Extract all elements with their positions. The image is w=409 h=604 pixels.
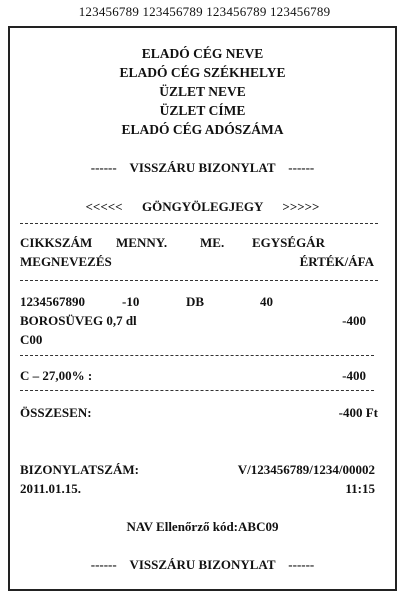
separator xyxy=(20,223,378,224)
col-menny: MENNY. xyxy=(116,235,168,250)
total-label: ÖSSZESEN: xyxy=(20,405,92,420)
date: 2011.01.15. xyxy=(20,481,82,496)
seller-name: ELADÓ CÉG NEVE xyxy=(141,46,264,61)
section-title: <<<<< GÖNGYÖLEGJEGY >>>>> xyxy=(85,199,320,214)
item-quantity: -10 xyxy=(122,294,140,309)
item-unit-price: 40 xyxy=(260,294,273,309)
vat-value: -400 xyxy=(342,368,366,383)
column-ruler: 123456789 123456789 123456789 123456789 xyxy=(78,4,331,19)
separator xyxy=(20,390,374,391)
item-vat-code: C00 xyxy=(20,332,43,347)
col-me: ME. xyxy=(200,235,225,250)
shop-address: ÜZLET CÍME xyxy=(159,103,246,118)
seller-address: ELADÓ CÉG SZÉKHELYE xyxy=(119,65,286,80)
col-egysegar: EGYSÉGÁR xyxy=(252,235,325,250)
col-ertek-afa: ÉRTÉK/ÁFA xyxy=(299,254,374,269)
col-cikkszam: CIKKSZÁM xyxy=(20,235,93,250)
footer-title: ------ VISSZÁRU BIZONYLAT ------ xyxy=(90,557,315,572)
total-value: -400 Ft xyxy=(338,405,378,420)
time: 11:15 xyxy=(345,481,375,496)
shop-name: ÜZLET NEVE xyxy=(159,84,246,99)
item-unit: DB xyxy=(186,294,205,309)
col-megnevezes: MEGNEVEZÉS xyxy=(20,254,112,269)
separator xyxy=(20,355,374,356)
doc-number-value: V/123456789/1234/00002 xyxy=(237,462,375,477)
vat-label: C – 27,00% : xyxy=(20,368,93,383)
document-title: ------ VISSZÁRU BIZONYLAT ------ xyxy=(90,160,315,175)
receipt xyxy=(8,26,397,591)
item-code: 1234567890 xyxy=(20,294,85,309)
nav-control-code: NAV Ellenőrző kód:ABC09 xyxy=(126,519,279,534)
item-name: BOROSÜVEG 0,7 dl xyxy=(20,313,137,328)
seller-tax-number: ELADÓ CÉG ADÓSZÁMA xyxy=(121,122,284,137)
item-value: -400 xyxy=(342,313,366,328)
doc-number-label: BIZONYLATSZÁM: xyxy=(20,462,139,477)
separator xyxy=(20,280,378,281)
